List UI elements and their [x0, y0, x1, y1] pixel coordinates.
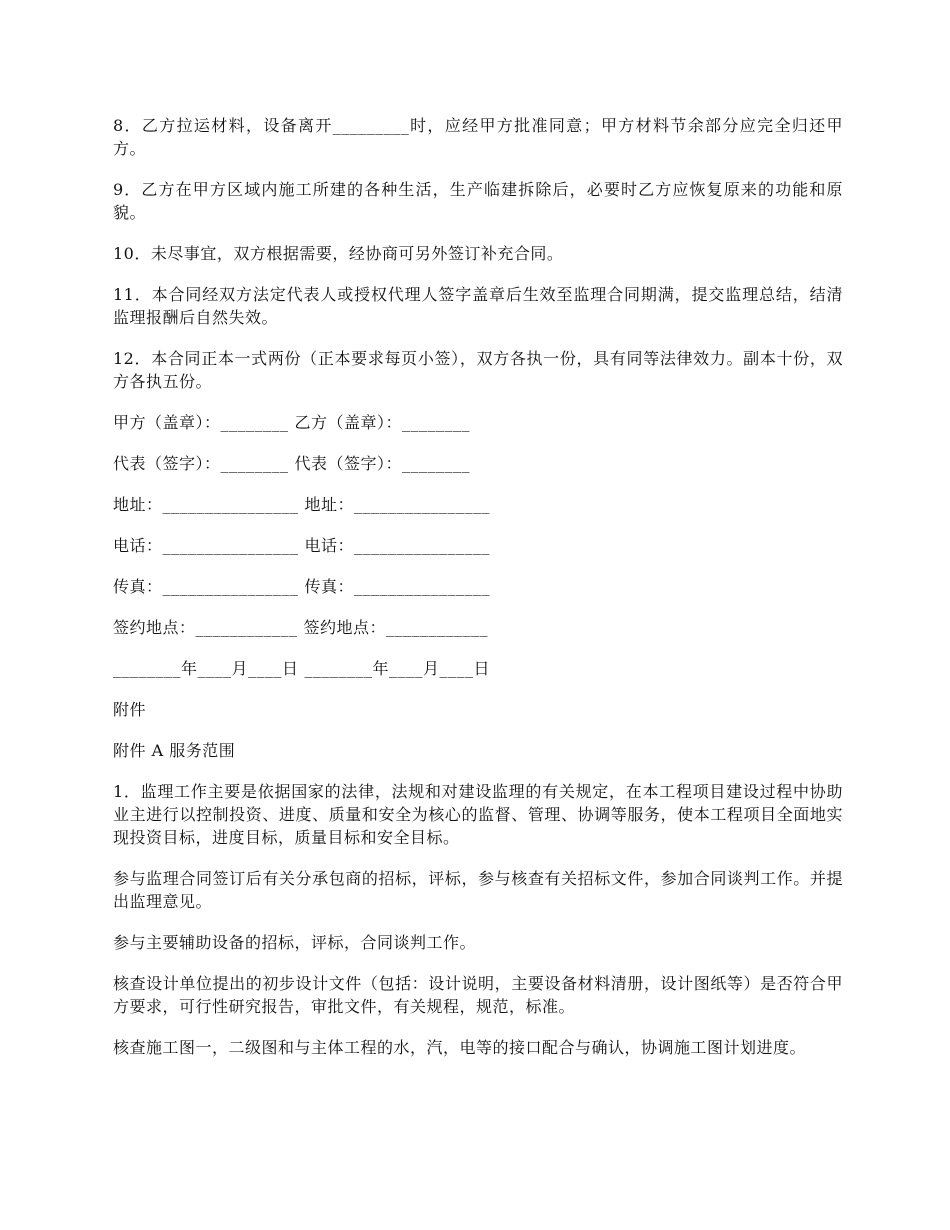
appendix-paragraph: 核查施工图一，二级图和与主体工程的水，汽，电等的接口配合与确认，协调施工图计划进度。 [113, 1038, 807, 1057]
clause-11: 11．本合同经双方法定代表人或授权代理人签字盖章后生效至监理合同期满，提交监理总结，结清监理报酬后自然失效。 [113, 285, 843, 327]
clause-8: 8．乙方拉运材料，设备离开_________时，应经甲方批准同意；甲方材料节余部分应完全归还甲方。 [113, 116, 843, 158]
party-a-date: ________年____月____日 [113, 659, 299, 678]
party-b-signing-place: 签约地点：____________ [303, 618, 489, 637]
party-a-address: 地址：________________ [113, 495, 299, 514]
party-b-seal: 乙方（盖章）：________ [294, 413, 471, 432]
appendix-a-heading: 附件 A 服务范围 [113, 741, 236, 760]
signature-row-date [113, 657, 843, 680]
signature-row-seal [113, 411, 843, 434]
party-a-signing-place: 签约地点：____________ [113, 618, 298, 637]
party-a-seal: 甲方（盖章）：________ [113, 413, 289, 432]
appendix-paragraph: 参与主要辅助设备的招标，评标，合同谈判工作。 [113, 933, 477, 952]
party-b-phone: 电话：________________ [304, 536, 491, 555]
party-b-representative: 代表（签字）：________ [294, 454, 471, 473]
document-page [113, 114, 843, 1077]
appendix-paragraph: 1．监理工作主要是依据国家的法律，法规和对建设监理的有关规定，在本工程项目建设过程中协助业主进行以控制投资、进度、质量和安全为核心的监督、管理、协调等服务，使本工程项目全面地实现投资目标，进度目标，质量目标和安全目标。 [113, 782, 843, 847]
clause-10: 10．未尽事宜，双方根据需要，经协商可另外签订补充合同。 [113, 244, 564, 263]
signature-row-representative [113, 452, 843, 475]
appendix-heading: 附件 [113, 700, 147, 719]
signature-row-fax [113, 575, 843, 598]
appendix-paragraph: 核查设计单位提出的初步设计文件（包括：设计说明，主要设备材料清册，设计图纸等）是否符合甲方要求，可行性研究报告，审批文件，有关规程，规范，标准。 [113, 974, 843, 1016]
signature-row-place [113, 616, 843, 639]
party-a-phone: 电话：________________ [113, 536, 299, 555]
signature-row-address [113, 493, 843, 516]
clause-12: 12．本合同正本一式两份（正本要求每页小签），双方各执一份，具有同等法律效力。副本十份，双方各执五份。 [113, 349, 843, 391]
party-b-fax: 传真：________________ [304, 577, 491, 596]
party-a-representative: 代表（签字）：________ [113, 454, 289, 473]
party-b-date: ________年____月____日 [304, 659, 491, 678]
party-a-fax: 传真：________________ [113, 577, 299, 596]
appendix-paragraph: 参与监理合同签订后有关分承包商的招标，评标，参与核查有关招标文件，参加合同谈判工作。并提出监理意见。 [113, 869, 843, 911]
clause-9: 9．乙方在甲方区域内施工所建的各种生活，生产临建拆除后，必要时乙方应恢复原来的功能和原貌。 [113, 180, 843, 222]
party-b-address: 地址：________________ [304, 495, 491, 514]
signature-row-phone [113, 534, 843, 557]
